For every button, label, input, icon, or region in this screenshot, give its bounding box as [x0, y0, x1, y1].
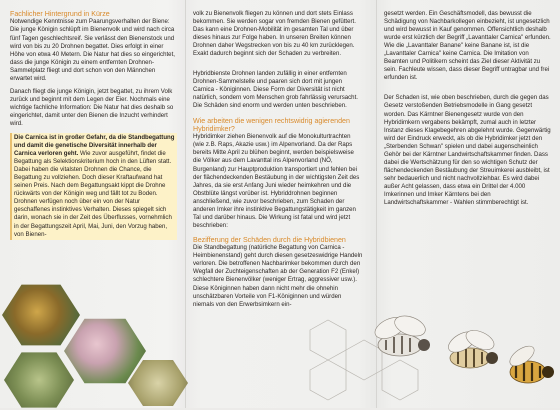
- paragraph: Hybridimker ziehen Bienenvolk auf die Monokulturtrachten (wie z.B. Raps, Akazie usw.) im Alpenvorland. Da der Raps bereits Mitte April zu blühen beginnt, werden beispielsweise die Völker aus dem Lavanttal ins Alpenvorland (NÖ, Burgenland) zur Hauptproduktion transportiert und fehlen bei der flächendeckenden Bestäubung in der wichtigsten Zeit des Jahres, da sie erst Anfang Juni wieder heimkehren und die Obstblüte längst vorüber ist. Hybriddrohnen beginnen anschließend, wie zuvor beschrieben, zum Schaden der anderen Imker ihre instinktive Begattungstätigkeit im ganzen Tal und darüber hinaus. Die Wirkung ist fatal und wird jetzt beschrieben:: [193, 133, 360, 229]
- highlight-box: [10, 133, 177, 240]
- paragraph: Notwendige Kenntnisse zum Paarungsverhalten der Biene: Die junge Königin schlüpft im Bienenvolk und wird nach circa fünf Tagen geschlechtsreif. Sie verlässt den Bienenstock und wird von bis zu 20 Drohnen begattet. Dies erfolgt in einer Höhe von etwa 40 Metern. Die Natur hat dies so eingerichtet, dass die junge Königin zu einem entfernten Drohnen-Sammelplatz fliegt und dort schon von den Männchen erwartet wird.: [10, 18, 175, 82]
- paragraph: Hybridbienste Drohnen landen zufällig in einer entfernten Drohnen-Sammelstelle und paaren sich dort mit jungen Carnica - Königinnen. Diese Form der Diversität ist nicht natürlich, sondern vom Menschen grob fahrlässig verursacht. Die Schäden sind enorm und werden unten beschrieben.: [193, 70, 358, 110]
- paragraph: Der Schaden ist, wie oben beschrieben, durch die gegen das Gesetz verstoßenden Betriebsmodelle in Gang gesetzt worden. Das Kärntner Bienengesetz wurde von den Hybridimkern vergabens bekämpft, zumal auch in letzter Instanz dieses Klagebegehren abgelehnt wurde. Gegenwärtig wird der Eindruck erweckt, als ob die Hybridimker jetzt den „Sterbenden Schwan" spielen und dabei augenscheinlich Gehör bei der Kärntner Landwirtschaftskammer finden. Dass dabei die Wertschätzung für den so wichtigen Schutz der flächendeckenden Bestäubung der Streuimkerei ausbleibt, ist sehr bedauerlich und nicht nachvollziehbar. Es wird dabei außer Acht gelassen, dass etwa ein Drittel der 4.000 Imkerinnen und Imker Kärntens bei den Landwirtschaftskammer - Wahlen stimmberechtigt ist.: [384, 94, 551, 207]
- bee-on-flower-photo: [2, 282, 80, 348]
- bee-icon: [372, 312, 430, 356]
- column-2: [193, 10, 363, 314]
- blossom-photo: [128, 358, 188, 408]
- column-1: [10, 10, 177, 245]
- paragraph: gesetzt werden. Ein Geschäftsmodell, das bewusst die Schädigung von Nachbarkollegen einbezieht, ist ungesetzlich und wird bewusst in Kauf genommen. Offensichtlich deshalb wurde erst kürzlich der Begriff „Lavanttaler Carnica" erfunden. Wie die „Lavanttaler Banane" keine Banane ist, ist die „Lavanttaler Carnica" keine Carnica. Die Imitation von Beamten und Politikern scheint das Ziel dieser Aktivität zu sein. Fachleute wissen, dass dieser Begriff untragbar und frei erfunden ist.: [384, 10, 551, 82]
- meadow-photo: [4, 350, 74, 410]
- section-heading: Bezifferung der Schäden durch die Hybridbienen: [193, 235, 346, 244]
- bee-illustration: [300, 300, 560, 408]
- highlight-text: Wie zuvor ausgeführt, findet die Begattung als Selektionskriterium hoch in den Lüften statt. Dabei haben die vitalsten Drohnen die Chance, die Begattung zu vollziehen. Doch dieser Kraftaufwand hat seinen Preis. Nach dem Begattungsakt kippt die Drohne rückwärts von der Königin weg und fällt tot zu Boden. Drohnen verfügen noch über ein von der Natur geschaffenes instinktives Verhalten. Dieses spiegelt sich darin, wonach sie in der Zeit des Überflusses, vornehmlich in der Begattungszeit April, Mai, Juni, den Vorzug haben, von Bienen-: [14, 150, 172, 238]
- section-heading: Fachlicher Hintergrund in Kürze: [10, 10, 110, 18]
- paragraph: Die Standbegattung (natürliche Begattung von Carnica - Heimbienenstand) geht durch diesen gesetzeswidrige Handeln verloren. Die betroffenen Nachbarimker bekommen durch den Wegfall der Zuchteigenschaften ab der Generation F2 (Enkel) schlechtere Bienenvölker (weniger Ertrag, aggressiver usw.). Diese Königinnen haben dann nicht mehr die ohnehin unschätzbaren Vorteile von F1-Königinnen und würden niemals von den Erwerbsimkern ein-: [193, 244, 363, 308]
- section-heading: Wie arbeiten die wenigen rechtswidrig agierenden Hybridimker?: [193, 116, 350, 133]
- honeycomb-image-group: [0, 278, 190, 408]
- paragraph: Danach fliegt die junge Königin, jetzt begattet, zu ihrem Volk zurück und beginnt mit dem Legen der Eier. Nochmals eine wichtige fachliche Information: Die Natur hat dies deshalb so eingerichtet, damit unter den Bienen die Inzucht verhindert wird.: [10, 87, 174, 127]
- bee-icon: [507, 342, 554, 383]
- paragraph: volk zu Bienenvolk fliegen zu können und dort stets Einlass bekommen. Sie werden sogar von fremden Bienen gefüttert. Das kann eine Drohnen-Mobilität im gesamten Tal und über dieses hinaus zur Folge haben. In unseren Breiten können Drohnen daher Wegstrecken von bis zu 40 km zurücklegen. Exakt dadurch beginnt sich der Schaden zu verbreiten.: [193, 10, 356, 58]
- bee-icon: [445, 326, 498, 368]
- column-3: [384, 10, 552, 212]
- highlight-bold-text: Die Carnica ist in großer Gefahr, da die Standbegattung und damit die genetische Diversität innerhalb der Carnica verloren geht.: [14, 134, 175, 158]
